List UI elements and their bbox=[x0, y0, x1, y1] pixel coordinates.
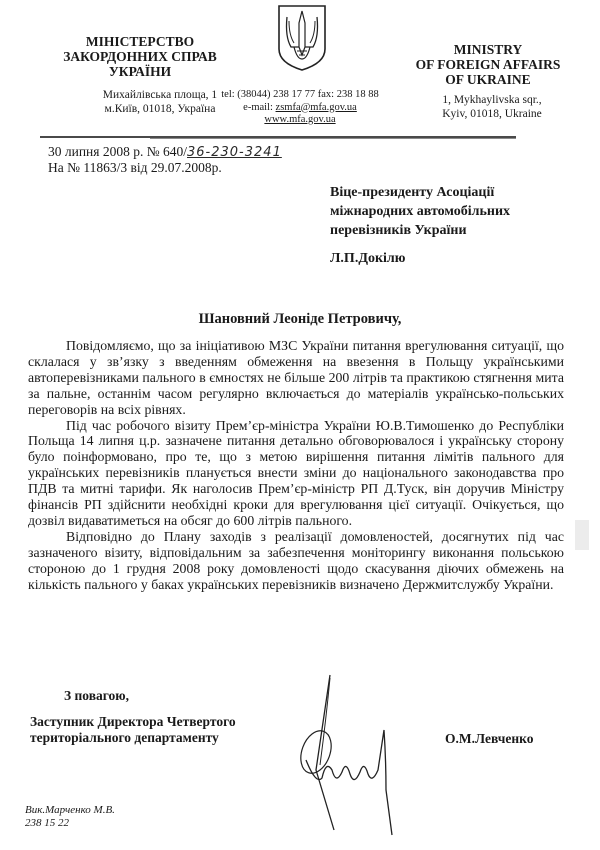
reference-block bbox=[48, 144, 282, 175]
scan-artifact bbox=[575, 520, 589, 550]
addressee-block bbox=[330, 183, 510, 240]
incoming-reference: На № 11863/3 від 29.07.2008р. bbox=[48, 160, 222, 175]
outgoing-number-printed: 30 липня 2008 р. № 640/ bbox=[48, 144, 188, 159]
outgoing-number bbox=[48, 144, 282, 160]
email-line bbox=[200, 102, 400, 115]
position-line: територіального департаменту bbox=[30, 730, 219, 745]
letterhead-divider-shadow bbox=[150, 138, 516, 139]
signatory-position bbox=[30, 714, 236, 746]
letter-body bbox=[28, 338, 564, 593]
title-line: МІНІСТЕРСТВО bbox=[85, 34, 195, 49]
ministry-title-ukrainian bbox=[40, 34, 240, 79]
body-paragraph: Під час робочого візиту Прем’єр-міністра України Ю.В.Тимошенко до Республіки Польща 14 липня ц.р. зазначене питання детально обговорювалося і українську сторону було поінформовано, про те, що з метою вирішення питання лімітів пального для українських перевізників планується внести зміни до національного законодавства про ПДВ та митні тарифи. Як наголосив Прем’єр-міністр РП Д.Туск, він доручив Міністру фінансів РП здійснити необхідні кроки для врегулювання цієї ситуації. Очікується, що дозвіл видаватиметься на обсяг до 600 літрів пального. bbox=[28, 417, 564, 528]
executor-block bbox=[25, 804, 115, 830]
title-line: ЗАКОРДОННИХ СПРАВ bbox=[63, 49, 217, 64]
email-label: e-mail: bbox=[243, 101, 276, 113]
email-link[interactable]: zsmfa@mfa.gov.ua bbox=[275, 101, 357, 113]
address-english bbox=[412, 93, 572, 121]
closing: З повагою, bbox=[64, 688, 129, 703]
website-link[interactable]: www.mfa.gov.ua bbox=[264, 114, 336, 125]
address-line: м.Київ, 01018, Україна bbox=[104, 103, 216, 115]
address-line: 1, Mykhaylivska sqr., bbox=[442, 94, 542, 106]
addressee-name: Л.П.Докілю bbox=[330, 251, 406, 266]
executor-name: Вик.Марченко М.В. bbox=[25, 804, 115, 816]
signature-icon bbox=[280, 670, 420, 845]
addressee-line: перевізників України bbox=[330, 223, 467, 238]
salutation: Шановний Леоніде Петровичу, bbox=[198, 311, 402, 327]
addressee-line: міжнародних автомобільних bbox=[330, 204, 511, 219]
title-line: OF UKRAINE bbox=[445, 72, 531, 87]
ministry-title-english bbox=[408, 42, 568, 87]
body-paragraph: Відповідно до Плану заходів з реалізації домовленостей, досягнутих під час зазначеного візиту, відповідальним за забезпечення моніторингу виконання польською стороною до 1 грудня 2008 року домовленості щодо скасування діючих обмежень на кількість пального у баках українських перевізників визначено Держмитслужбу України. bbox=[28, 528, 564, 592]
title-line: УКРАЇНИ bbox=[108, 64, 172, 79]
addressee-line: Віце-президенту Асоціації bbox=[330, 185, 495, 200]
signatory-name: О.М.Левченко bbox=[445, 731, 534, 746]
position-line: Заступник Директора Четвертого bbox=[30, 714, 236, 729]
executor-phone: 238 15 22 bbox=[25, 817, 69, 829]
contact-block bbox=[200, 89, 400, 127]
outgoing-number-handwritten: 36-230-3241 bbox=[187, 145, 282, 160]
body-paragraph: Повідомляємо, що за ініціативою МЗС України питання врегулювання ситуації, що склалася у зв’язку з введенням обмеження на ввезення в Польщу українськими автоперевізниками пального в ємностях не більше 200 літрів та практикою стягнення мита за пальне, останнім часом регулярно включається до матеріалів українсько-польських переговорів на всіх рівнях. bbox=[28, 338, 564, 417]
title-line: OF FOREIGN AFFAIRS bbox=[415, 57, 561, 72]
title-line: MINISTRY bbox=[453, 42, 523, 57]
address-line: Kyiv, 01018, Ukraine bbox=[442, 108, 542, 120]
trident-emblem-icon bbox=[275, 3, 329, 73]
address-line: Михайлівська площа, 1 bbox=[102, 89, 218, 101]
tel-fax: tel: (38044) 238 17 77 fax: 238 18 88 bbox=[221, 89, 379, 100]
